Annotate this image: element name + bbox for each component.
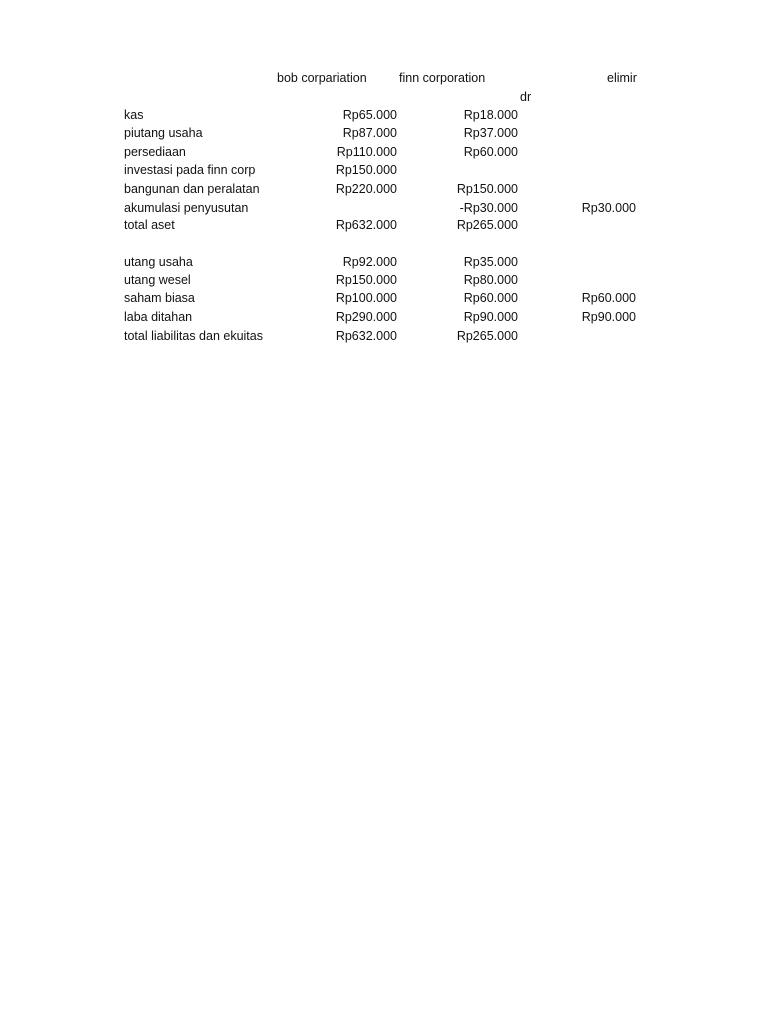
row-label: piutang usaha — [124, 126, 203, 140]
row-label: saham biasa — [124, 291, 195, 305]
row-label: kas — [124, 108, 144, 122]
row-value-a: Rp632.000 — [335, 329, 397, 343]
row-label: investasi pada finn corp — [124, 163, 256, 177]
worksheet-table — [120, 68, 638, 358]
row-label: total liabilitas dan ekuitas — [124, 329, 263, 343]
row-value-a: Rp632.000 — [335, 218, 397, 232]
row-value-a: Rp110.000 — [336, 145, 397, 159]
row-value-b: Rp265.000 — [456, 218, 518, 232]
header-company-a: bob corpariation — [277, 71, 367, 85]
row-value-c: Rp30.000 — [581, 201, 636, 215]
row-label: laba ditahan — [124, 310, 193, 324]
row-label: persediaan — [124, 145, 186, 159]
row-value-a: Rp150.000 — [335, 273, 397, 287]
header-debit: dr — [520, 90, 532, 104]
row-value-c: Rp60.000 — [581, 291, 636, 305]
row-label: utang wesel — [124, 273, 191, 287]
row-label: total aset — [124, 218, 175, 232]
row-value-a: Rp150.000 — [335, 163, 397, 177]
row-value-a: Rp92.000 — [342, 255, 397, 269]
row-value-b: Rp150.000 — [456, 182, 518, 196]
row-value-a: Rp100.000 — [335, 291, 397, 305]
header-company-b: finn corporation — [399, 71, 486, 85]
row-value-b: Rp60.000 — [463, 291, 518, 305]
row-value-b: Rp80.000 — [463, 273, 518, 287]
row-label: bangunan dan peralatan — [124, 182, 260, 196]
row-value-a: Rp87.000 — [342, 126, 397, 140]
row-label: utang usaha — [124, 255, 193, 269]
row-value-b: -Rp30.000 — [459, 201, 518, 215]
row-value-b: Rp90.000 — [463, 310, 518, 324]
row-value-c: Rp90.000 — [581, 310, 636, 324]
row-value-b: Rp37.000 — [463, 126, 518, 140]
row-value-b: Rp18.000 — [463, 108, 518, 122]
row-value-b: Rp60.000 — [463, 145, 518, 159]
row-value-a: Rp220.000 — [335, 182, 397, 196]
row-label: akumulasi penyusutan — [124, 201, 249, 215]
row-value-b: Rp265.000 — [456, 329, 518, 343]
header-elimination: elimir — [607, 71, 637, 85]
row-value-a: Rp65.000 — [342, 108, 397, 122]
row-value-b: Rp35.000 — [463, 255, 518, 269]
row-value-a: Rp290.000 — [335, 310, 397, 324]
